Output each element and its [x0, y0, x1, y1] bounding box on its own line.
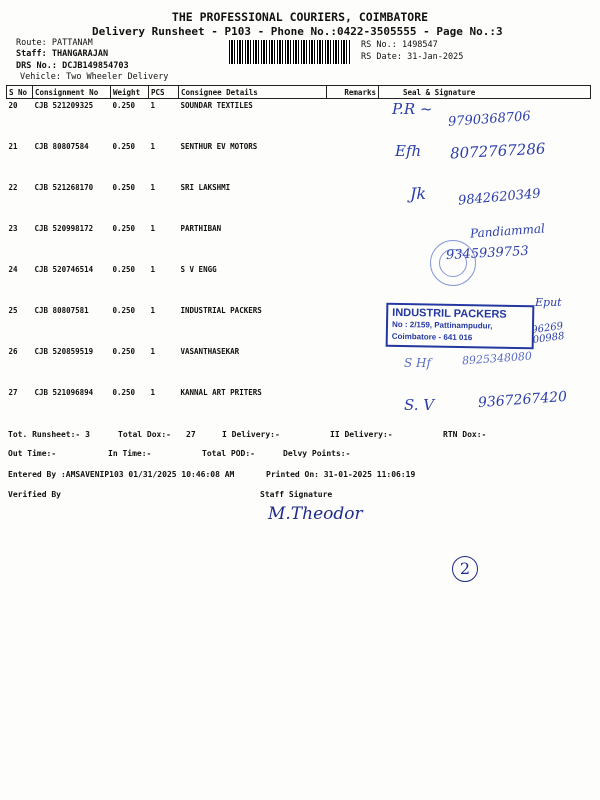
route-line: Route: PATTANAM	[16, 38, 93, 48]
staff-signature-label: Staff Signature	[260, 490, 333, 499]
rs-date-line: RS Date: 31-Jan-2025	[361, 52, 464, 62]
ii-delivery: II Delivery:-	[330, 430, 393, 439]
handwritten-signature-22: Jk	[410, 184, 427, 203]
pcs: 1	[150, 387, 156, 397]
consignee: VASANTHASEKAR	[180, 346, 240, 356]
handwritten-phone-27: 9367267420	[477, 388, 568, 412]
printed-on: Printed On: 31-01-2025 11:06:19	[266, 470, 416, 479]
col-header: Consignment No	[33, 86, 111, 99]
weight: 0.250	[112, 346, 136, 356]
handwritten-phone-21: 8072767286	[449, 139, 546, 163]
total-dox-label: Total Dox:-	[118, 430, 171, 439]
barcode	[229, 40, 351, 64]
serial-no: 26	[8, 346, 18, 356]
col-header: S No	[7, 86, 33, 99]
remarks	[327, 345, 379, 386]
serial-no: 20	[8, 101, 18, 110]
pcs: 1	[150, 223, 156, 233]
drs-value: DCJB149854703	[62, 61, 129, 71]
delvy-points: Delvy Points:-	[283, 449, 351, 458]
staff-value: THANGARAJAN	[51, 49, 109, 59]
vehicle-line: Vehicle: Two Wheeler Delivery	[20, 72, 169, 82]
remarks	[327, 140, 379, 181]
total-runsheet: Tot. Runsheet:- 3	[8, 430, 90, 439]
rtn-dox: RTN Dox:-	[443, 430, 487, 439]
pcs: 1	[150, 264, 156, 274]
rs-no-value: 1498547	[401, 40, 438, 50]
col-header: Weight	[111, 86, 149, 99]
route-value: PATTANAM	[51, 38, 93, 48]
consignment-no: CJB 521209325	[34, 101, 94, 110]
rs-date-value: 31-Jan-2025	[407, 52, 464, 62]
total-dox-value: 27	[186, 430, 196, 439]
drs-line: DRS No.: DCJB149854703	[16, 61, 129, 71]
serial-no: 22	[8, 182, 18, 192]
remarks	[327, 181, 379, 222]
weight: 0.250	[112, 141, 136, 151]
company-stamp	[386, 303, 535, 350]
col-header: Seal & Signature	[379, 86, 591, 99]
weight: 0.250	[112, 223, 136, 233]
handwritten-signature-27: S. V	[404, 396, 435, 414]
consignment-no: CJB 520859519	[34, 346, 94, 356]
handwritten-signature-25: Eput	[535, 296, 562, 309]
handwritten-phone-24: 9345939753	[445, 243, 530, 264]
serial-no: 23	[8, 223, 18, 233]
handwritten-phone-25: 96269 00988	[530, 320, 566, 347]
consignment-no: CJB 80807584	[34, 141, 89, 151]
remarks	[327, 386, 379, 427]
weight: 0.250	[112, 387, 136, 397]
stamp-line: INDUSTRIL PACKERS	[392, 306, 507, 321]
consignee: SENTHUR EV MOTORS	[180, 141, 258, 151]
pcs: 1	[150, 101, 156, 110]
entered-by: Entered By :AMSAVENIP103 01/31/2025 10:46:08 AM	[8, 470, 235, 479]
in-time: In Time:-	[108, 449, 152, 458]
rs-no-line: RS No.: 1498547	[361, 40, 438, 50]
verified-by: Verified By	[8, 490, 61, 499]
handwritten-phone-20: 9790368706	[447, 109, 532, 130]
consignment-no: CJB 520998172	[34, 223, 94, 233]
serial-no: 25	[8, 305, 18, 315]
consignment-no: CJB 80807581	[34, 305, 89, 315]
col-header: Remarks	[327, 86, 379, 99]
serial-no: 21	[8, 141, 18, 151]
col-header: Consignee Details	[179, 86, 327, 99]
page-circle-mark: 2	[452, 556, 478, 582]
pcs: 1	[150, 141, 156, 151]
stamp-line: No : 2/159, Pattinampudur,	[391, 319, 493, 331]
remarks	[327, 99, 379, 140]
i-delivery: I Delivery:-	[222, 430, 280, 439]
vehicle-value: Two Wheeler Delivery	[66, 72, 169, 82]
consignee: INDUSTRIAL PACKERS	[180, 305, 262, 315]
pcs: 1	[150, 346, 156, 356]
pcs: 1	[150, 182, 156, 192]
consignment-no: CJB 521268170	[34, 182, 94, 192]
runsheet-title: Delivery Runsheet - P103 - Phone No.:0422-3505555 - Page No.:3	[92, 25, 503, 38]
staff-handwritten-signature: M.Theodor	[268, 504, 363, 524]
consignment-no: CJB 520746514	[34, 264, 94, 274]
remarks	[327, 263, 379, 304]
handwritten-signature-21: Efh	[395, 142, 422, 160]
weight: 0.250	[112, 101, 136, 110]
weight: 0.250	[112, 182, 136, 192]
staff-line: Staff: THANGARAJAN	[16, 49, 109, 59]
serial-no: 24	[8, 264, 18, 274]
handwritten-signature-20: P.R ~	[392, 100, 433, 118]
consignee: PARTHIBAN	[180, 223, 222, 233]
consignee: KANNAL ART PRITERS	[180, 387, 262, 397]
serial-no: 27	[8, 387, 18, 397]
table-header-row	[7, 86, 591, 99]
remarks	[327, 222, 379, 263]
consignee: SRI LAKSHMI	[180, 182, 231, 192]
handwritten-phone-22: 9842620349	[457, 186, 542, 209]
out-time: Out Time:-	[8, 449, 57, 458]
pcs: 1	[150, 305, 156, 315]
weight: 0.250	[112, 264, 136, 274]
handwritten-signature-26: S Hf	[404, 356, 431, 370]
consignee: S V ENGG	[180, 264, 217, 274]
col-header: PCS	[149, 86, 179, 99]
table-row	[7, 263, 591, 304]
remarks	[327, 304, 379, 345]
consignment-no: CJB 521096894	[34, 387, 94, 397]
handwritten-name-23: Pandiammal	[469, 221, 546, 241]
stamp-line: Coimbatore - 641 016	[391, 331, 473, 343]
total-pod: Total POD:-	[202, 449, 255, 458]
company-name: THE PROFESSIONAL COURIERS, COIMBATORE	[171, 10, 429, 24]
handwritten-phone-26: 8925348080	[461, 349, 533, 368]
weight: 0.250	[112, 305, 136, 315]
consignee: SOUNDAR TEXTILES	[180, 101, 253, 110]
